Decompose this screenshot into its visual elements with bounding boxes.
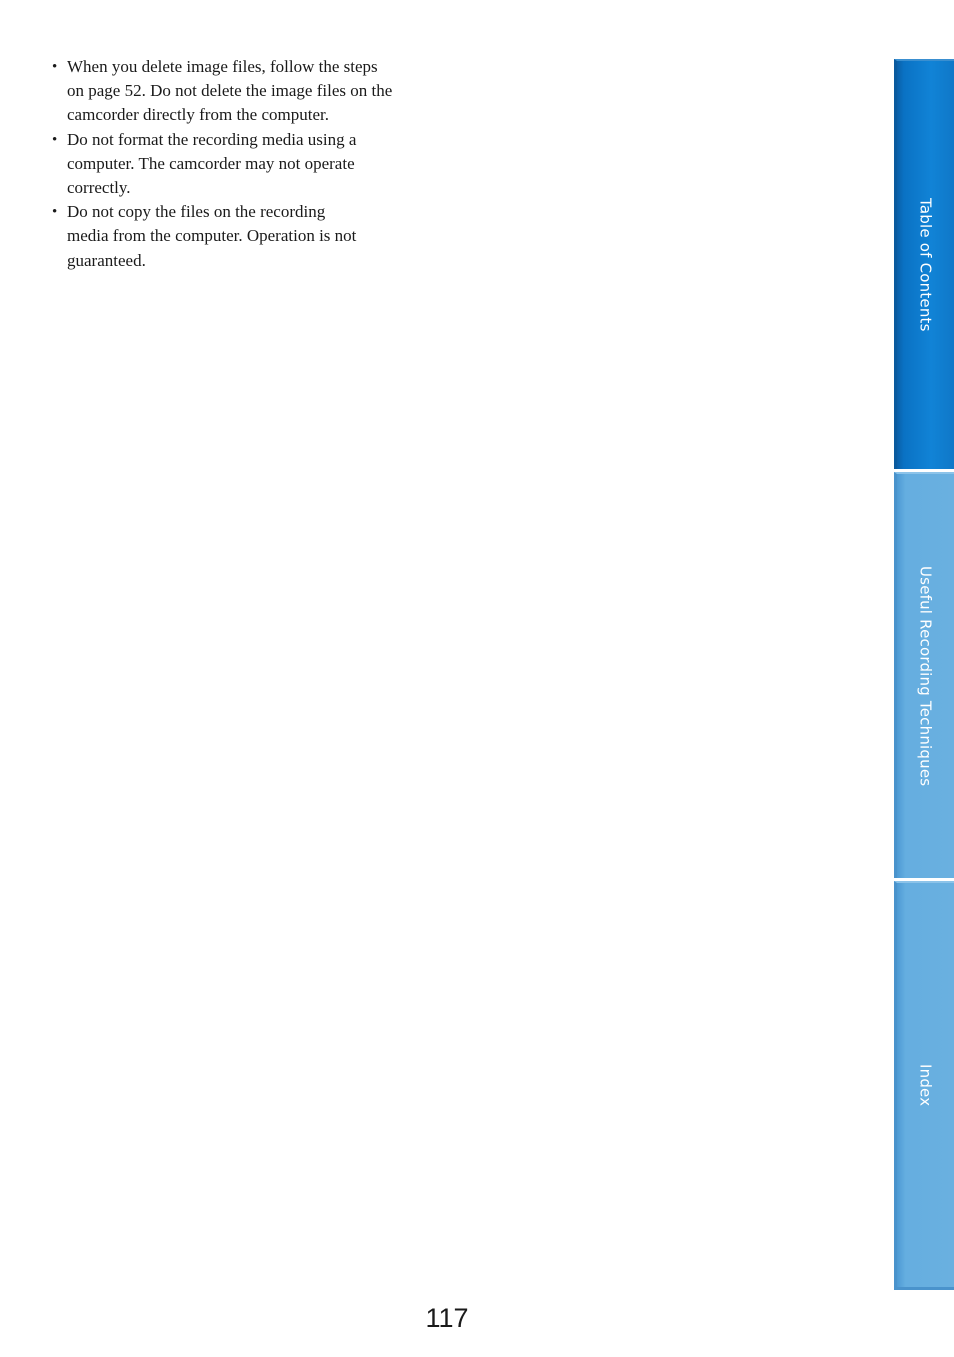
note-line: • Do not format the recording media using a	[67, 129, 357, 149]
note-line: computer. The camcorder may not operate	[67, 153, 355, 173]
tab-useful-recording-techniques[interactable]	[894, 472, 954, 878]
notes-list	[50, 55, 430, 273]
note-line: • When you delete image files, follow the steps	[67, 57, 378, 76]
note-item	[50, 200, 430, 273]
note-line: guaranteed.	[67, 250, 146, 270]
tab-table-of-contents[interactable]	[894, 59, 954, 469]
note-line: • Do not copy the files on the recording	[67, 202, 326, 222]
note-line: camcorder directly from the computer.	[67, 105, 329, 125]
tab-label: Useful Recording Techniques	[916, 565, 935, 787]
tab-label: Table of Contents	[916, 198, 935, 332]
side-navigation	[894, 59, 954, 1290]
note-line: media from the computer. Operation is not	[67, 226, 357, 246]
note-line: correctly.	[67, 178, 131, 198]
page-number: 117	[425, 1303, 469, 1333]
tab-index[interactable]	[894, 881, 954, 1290]
tab-label: Index	[916, 1063, 935, 1107]
note-item	[50, 128, 430, 201]
note-item	[50, 55, 430, 128]
main-content	[50, 55, 430, 273]
note-line: on page 52. Do not delete the image files on the	[67, 81, 393, 101]
